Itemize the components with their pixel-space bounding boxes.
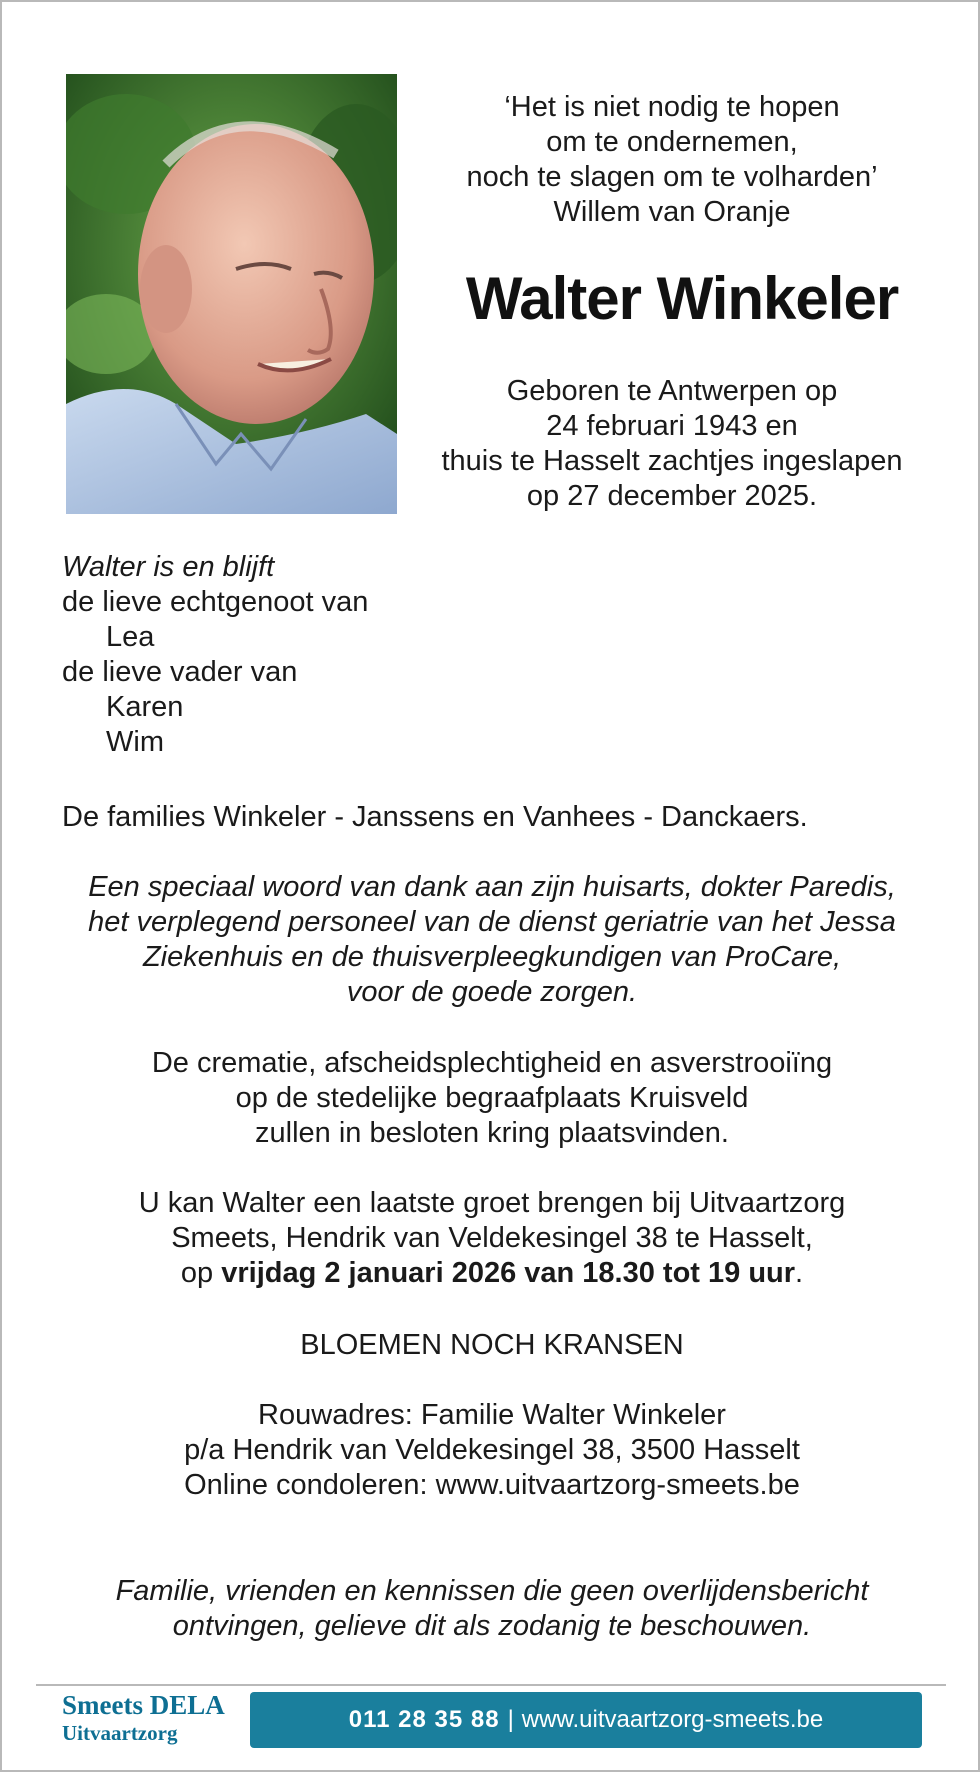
child-name: Wim <box>106 726 164 758</box>
logo-subline: Uitvaartzorg <box>62 1721 178 1745</box>
condolence-link[interactable]: Online condoleren: www.uitvaartzorg-smeets.be <box>184 1469 800 1501</box>
funeral-home-logo <box>62 1690 252 1746</box>
separator: | <box>507 1706 514 1733</box>
thanks-text <box>42 870 942 1010</box>
spouse-label: de lieve echtgenoot van <box>62 586 369 618</box>
cremation-line: op de stedelijke begraafplaats Kruisveld <box>235 1082 749 1114</box>
quote-line: noch te slagen om te volharden’ <box>466 161 878 193</box>
child-name: Karen <box>106 691 184 723</box>
families-line: De families Winkeler - Janssens en Vanhees - Danckaers. <box>62 801 808 833</box>
birth-date: 24 februari 1943 en <box>546 410 798 442</box>
birth-line: Geboren te Antwerpen op <box>506 375 838 407</box>
children-label: de lieve vader van <box>62 656 298 688</box>
visit-suffix: . <box>795 1257 804 1289</box>
address-line: Rouwadres: Familie Walter Winkeler <box>258 1399 726 1431</box>
closing-line: Familie, vrienden en kennissen die geen overlijdensbericht <box>115 1575 869 1607</box>
visit-line: U kan Walter een laatste groet brengen bij Uitvaartzorg <box>138 1187 846 1219</box>
cremation-line: De crematie, afscheidsplechtigheid en asverstrooiïng <box>151 1047 833 1079</box>
deceased-name: Walter Winkeler <box>465 265 899 332</box>
visit-prefix: op <box>180 1257 222 1289</box>
flowers-notice: BLOEMEN NOCH KRANSEN <box>300 1329 684 1361</box>
family-intro: Walter is en blijft <box>62 551 275 583</box>
closing-text <box>42 1574 942 1644</box>
address-text <box>42 1398 942 1503</box>
birth-death-info <box>422 374 922 514</box>
spouse-name: Lea <box>106 621 155 653</box>
thanks-line: Een speciaal woord van dank aan zijn huisarts, dokter Paredis, <box>88 871 896 903</box>
visit-date: vrijdag 2 januari 2026 van 18.30 tot 19 uur <box>221 1257 796 1289</box>
visit-text <box>42 1186 942 1291</box>
footer-divider <box>36 1684 946 1686</box>
quote <box>422 90 922 230</box>
visit-line: Smeets, Hendrik van Veldekesingel 38 te Hasselt, <box>171 1222 813 1254</box>
quote-line: ‘Het is niet nodig te hopen <box>504 91 840 123</box>
family-list <box>62 550 762 760</box>
cremation-line: zullen in besloten kring plaatsvinden. <box>255 1117 729 1149</box>
quote-author: Willem van Oranje <box>553 196 791 228</box>
thanks-line: het verplegend personeel van de dienst geriatrie van het Jessa <box>88 906 896 938</box>
portrait-photo <box>66 74 397 514</box>
cremation-text <box>42 1046 942 1151</box>
death-date: op 27 december 2025. <box>526 480 818 512</box>
address-line: p/a Hendrik van Veldekesingel 38, 3500 Hasselt <box>184 1434 800 1466</box>
death-line: thuis te Hasselt zachtjes ingeslapen <box>441 445 903 477</box>
thanks-line: voor de goede zorgen. <box>346 976 638 1008</box>
visit-date-line <box>42 1256 942 1291</box>
contact-bar <box>250 1692 922 1748</box>
quote-line: om te ondernemen, <box>546 126 798 158</box>
phone-number[interactable]: 011 28 35 88 <box>348 1706 500 1733</box>
thanks-line: Ziekenhuis en de thuisverpleegkundigen van ProCare, <box>142 941 842 973</box>
logo-line: Smeets DELA <box>62 1690 225 1720</box>
website-link[interactable]: www.uitvaartzorg-smeets.be <box>521 1706 824 1733</box>
closing-line: ontvingen, gelieve dit als zodanig te beschouwen. <box>172 1610 812 1642</box>
